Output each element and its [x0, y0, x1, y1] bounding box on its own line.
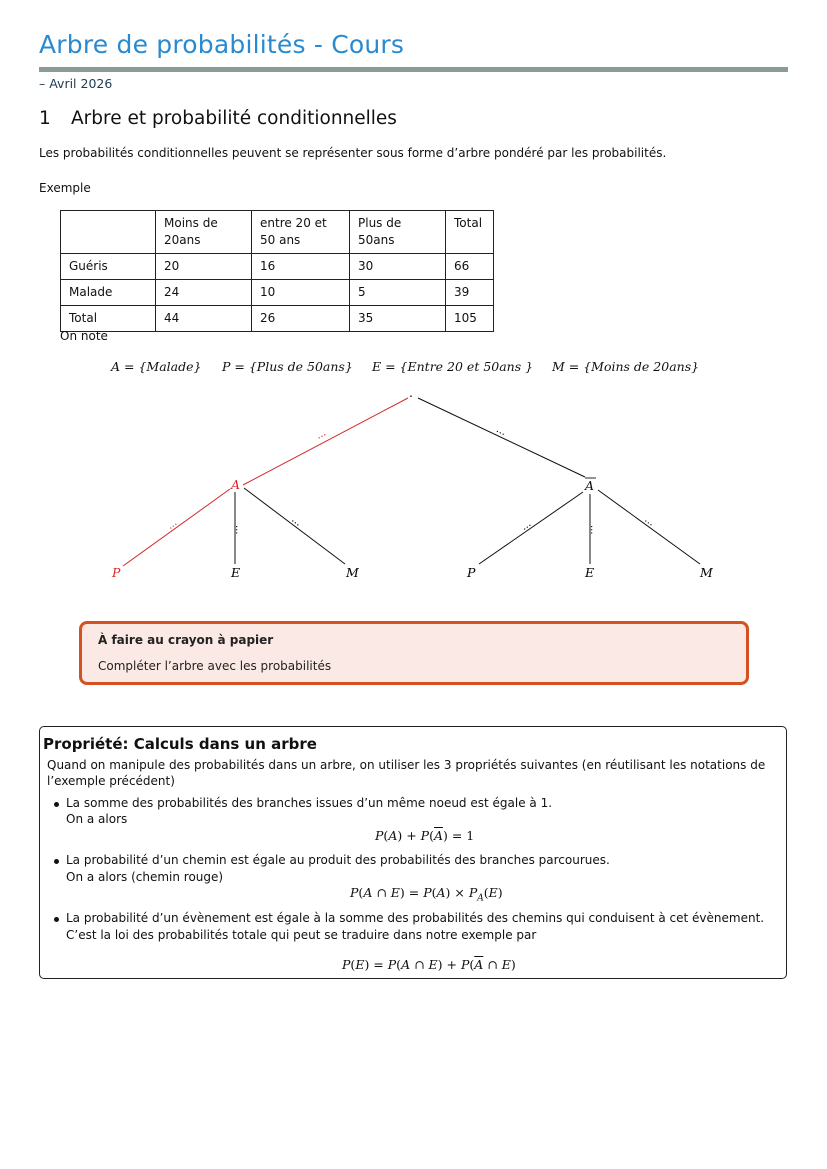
branch-weight: ...	[519, 518, 534, 533]
property-item-3-line1: La probabilité d’un évènement est égale à la somme des probabilités des chemins qui conduisent à cet évènement.	[66, 911, 765, 925]
branch-weight: ...	[588, 525, 599, 535]
section-intro: Les probabilités conditionnelles peuvent se représenter sous forme d’arbre pondéré par les probabilités.	[39, 146, 667, 160]
exercise-box	[79, 621, 749, 685]
branch-weight: ...	[289, 513, 304, 529]
on-note-label: On note	[60, 329, 108, 343]
tree-node-Abar: A	[585, 478, 595, 493]
table-cell: 10	[252, 280, 350, 306]
tree-leaf-E: E	[231, 565, 241, 580]
table-cell: 26	[252, 306, 350, 332]
bullet-icon	[54, 802, 59, 807]
branch-weight: ...	[314, 427, 328, 442]
section-number: 1	[39, 108, 51, 129]
table-cell: 16	[252, 254, 350, 280]
property-item-2-line2: On a alors (chemin rouge)	[66, 870, 224, 884]
tree-leaf-P: P	[112, 565, 121, 580]
table-header-cell: Moins de 20ans	[156, 211, 252, 254]
notation-E: E = {Entre 20 et 50ans }	[372, 359, 534, 374]
table-cell: 39	[446, 280, 494, 306]
branch-weight: ...	[233, 525, 244, 535]
branch-weight: ...	[494, 424, 508, 439]
formula-sum: $P(A) + P(\overline{A}) = 1$	[375, 828, 475, 843]
table-cell: 35	[350, 306, 446, 332]
table-cell: 24	[156, 280, 252, 306]
property-item-2-line1: La probabilité d’un chemin est égale au produit des probabilités des branches parcourues.	[66, 853, 610, 867]
table-cell: Total	[61, 306, 156, 332]
branch-weight: ...	[165, 517, 180, 532]
property-title: Propriété: Calculs dans un arbre	[43, 735, 317, 753]
page-date: – Avril 2026	[39, 76, 113, 91]
table-header-cell: entre 20 et 50 ans	[252, 211, 350, 254]
example-label: Exemple	[39, 181, 91, 195]
branch-root-A	[243, 398, 408, 485]
tree-root: .	[409, 385, 413, 400]
formula-product: P(A ∩ $E) = P(A) \times P_A(E)$	[350, 885, 503, 904]
property-box	[39, 726, 787, 979]
bullet-icon	[54, 917, 59, 922]
tree-leaf-P: P	[467, 565, 476, 580]
table-cell: 5	[350, 280, 446, 306]
section-title: Arbre et probabilité conditionnelles	[71, 108, 397, 129]
property-item-1-line1: La somme des probabilités des branches issues d’un même noeud est égale à 1.	[66, 796, 553, 810]
bullet-icon	[54, 859, 59, 864]
property-item-3-line2: C’est la loi des probabilités totale qui peut se traduire dans notre exemple par	[66, 928, 537, 942]
tree-node-A: A	[231, 477, 241, 492]
table-header-cell: Plus de 50ans	[350, 211, 446, 254]
exercise-text: Compléter l’arbre avec les probabilités	[98, 659, 332, 673]
branch-weight: ...	[642, 514, 657, 529]
property-intro-line1: Quand on manipule des probabilités dans un arbre, on utiliser les 3 propriétés suivantes (en réutilisant les notations de	[47, 758, 766, 772]
property-intro-line2: l’exemple précédent)	[47, 774, 175, 788]
branch-root-Abar	[418, 398, 585, 477]
formula-total: P(E) = P(A ∩ $E) + P(\overline{A}$ ∩ E)	[342, 957, 516, 972]
table-cell: 30	[350, 254, 446, 280]
table-header-cell: Total	[446, 211, 494, 254]
notation-P: P = {Plus de 50ans}	[222, 359, 353, 374]
table-cell: 105	[446, 306, 494, 332]
property-item-1-line2: On a alors	[66, 812, 128, 826]
page-title: Arbre de probabilités - Cours	[39, 30, 405, 59]
notation-A: A = {Malade}	[111, 359, 202, 374]
tree-leaf-M: M	[700, 565, 713, 580]
tree-leaf-E: E	[585, 565, 595, 580]
table-cell: Malade	[61, 280, 156, 306]
table-cell: 66	[446, 254, 494, 280]
exercise-title: À faire au crayon à papier	[98, 633, 274, 647]
table-cell: 20	[156, 254, 252, 280]
notation-M: M = {Moins de 20ans}	[552, 359, 700, 374]
table-cell: Guéris	[61, 254, 156, 280]
tree-leaf-M: M	[346, 565, 359, 580]
table-cell: 44	[156, 306, 252, 332]
